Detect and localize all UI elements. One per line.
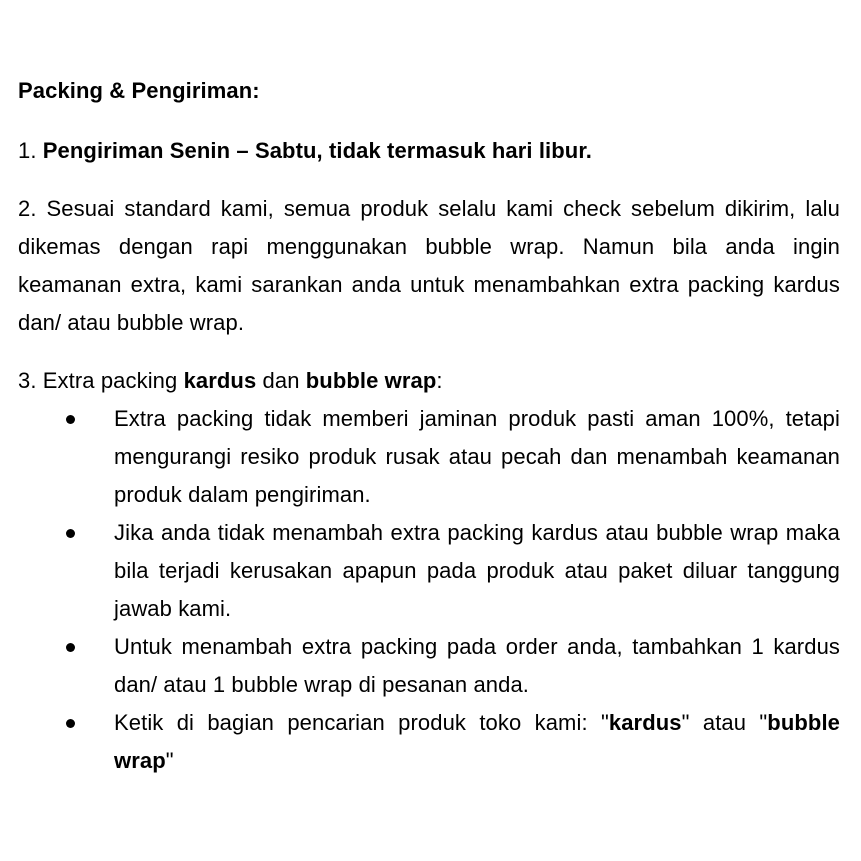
bullet-item-4-bold-bubble-wrap: bubble wrap	[114, 710, 840, 773]
bullet-item-4-bold-kardus: kardus	[608, 710, 682, 735]
bullet-item-3	[18, 628, 840, 704]
bullet-item-4-suffix: "	[165, 748, 174, 773]
bullet-dot-icon	[66, 643, 75, 652]
item-3-bold-kardus: kardus	[183, 368, 257, 393]
item-3-suffix: :	[436, 368, 443, 393]
bullet-item-1-text: Extra packing tidak memberi jaminan produk pasti aman 100%, tetapi mengurangi resiko produk rusak atau pecah dan menambah keamanan produk dalam pengiriman.	[114, 406, 840, 507]
document-body	[18, 72, 840, 780]
bullet-item-2-text: Jika anda tidak menambah extra packing kardus atau bubble wrap maka bila terjadi kerusakan apapun pada produk atau paket diluar tanggung jawab kami.	[114, 520, 840, 621]
bullet-item-4	[18, 704, 840, 780]
bullet-item-4-prefix: Ketik di bagian pencarian produk toko kami: "	[114, 710, 609, 735]
item-3-prefix: 3. Extra packing	[18, 368, 184, 393]
bullet-item-4-middle: " atau "	[681, 710, 768, 735]
bullet-dot-icon	[66, 719, 75, 728]
section-heading: Packing & Pengiriman:	[18, 78, 260, 103]
bullet-dot-icon	[66, 415, 75, 424]
item-3-title	[18, 362, 840, 400]
item-3-bold-bubble-wrap: bubble wrap	[305, 368, 437, 393]
item-1-number: 1.	[18, 138, 43, 163]
bullet-item-3-text: Untuk menambah extra packing pada order anda, tambahkan 1 kardus dan/ atau 1 bubble wrap di pesanan anda.	[114, 634, 840, 697]
item-1	[18, 132, 840, 170]
item-3-middle: dan	[256, 368, 306, 393]
bullet-item-1	[18, 400, 840, 514]
item-2: 2. Sesuai standard kami, semua produk selalu kami check sebelum dikirim, lalu dikemas dengan rapi menggunakan bubble wrap. Namun bila anda ingin keamanan extra, kami sarankan anda untuk menambahkan extra packing kardus dan/ atau bubble wrap.	[18, 196, 840, 335]
bullet-dot-icon	[66, 529, 75, 538]
item-1-bold-text: Pengiriman Senin – Sabtu, tidak termasuk hari libur.	[42, 138, 593, 163]
bullet-list	[18, 400, 840, 780]
bullet-item-2	[18, 514, 840, 628]
